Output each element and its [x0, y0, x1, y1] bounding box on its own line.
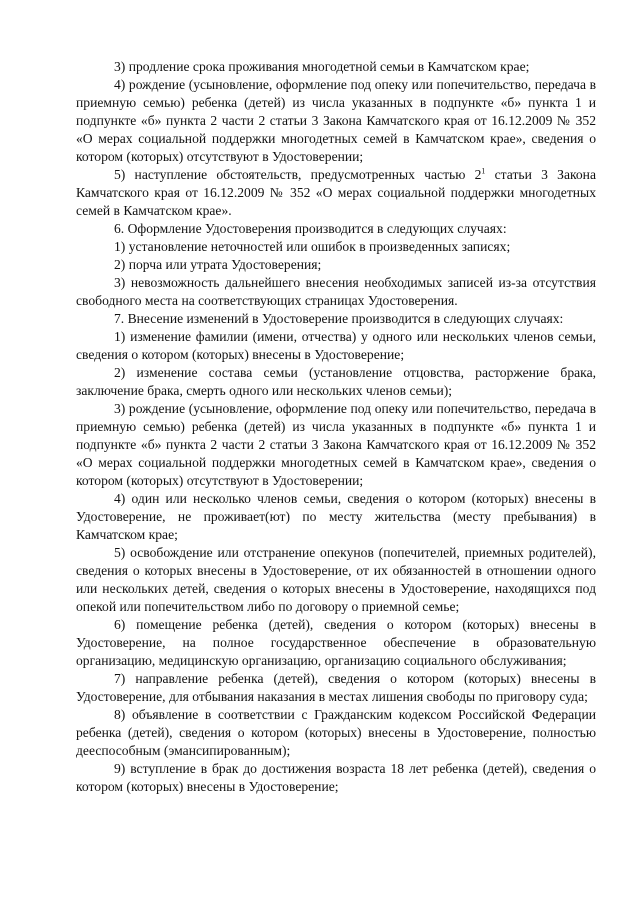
section-7-item-2: 2) изменение состава семьи (установление отцовства, расторжение брака, заключение брака, смерть одного или нескольких членов семьи); [76, 365, 596, 398]
section-6-heading: 6. Оформление Удостоверения производится в следующих случаях: [114, 221, 507, 236]
section-6-item-1: 1) установление неточностей или ошибок в произведенных записях; [114, 239, 511, 254]
document-page [76, 58, 596, 796]
section-7-item-6: 6) помещение ребенка (детей), сведения о котором (которых) внесены в Удостоверение, на полное государственное обеспечение в образовательную организацию, медицинскую организацию, организацию социального обслуживания; [76, 617, 596, 668]
paragraph-5-circumstances [76, 166, 596, 220]
section-6-item-3: 3) невозможность дальнейшего внесения необходимых записей из-за отсутствия свободного места на соответствующих страницах Удостоверения. [76, 275, 596, 308]
paragraph-5-text-start: 5) наступление обстоятельств, предусмотренных частью 2 [114, 167, 482, 182]
section-7-item-9: 9) вступление в брак до достижения возраста 18 лет ребенка (детей), сведения о котором (которых) внесены в Удостоверение; [76, 761, 596, 794]
section-7-item-1: 1) изменение фамилии (имени, отчества) у одного или нескольких членов семьи, сведения о котором (которых) внесены в Удостоверение; [76, 329, 596, 362]
paragraph-4-birth: 4) рождение (усыновление, оформление под опеку или попечительство, передача в приемную семью) ребенка (детей) из числа указанных в подпункте «б» пункта 1 и подпункте «б» пункта 2 части 2 статьи 3 Закона Камчатского края от 16.12.2009 № 352 «О мерах социальной поддержки многодетных семей в Камчатском крае», сведения о котором (которых) отсутствуют в Удостоверении; [76, 77, 596, 164]
section-7-item-3: 3) рождение (усыновление, оформление под опеку или попечительство, передача в приемную семью) ребенка (детей) из числа указанных в подпункте «б» пункта 1 и подпункте «б» пункта 2 части 2 статьи 3 Закона Камчатского края от 16.12.2009 № 352 «О мерах социальной поддержки многодетных семей в Камчатском крае», сведения о котором (которых) отсутствуют в Удостоверении; [76, 401, 596, 488]
section-7-heading: 7. Внесение изменений в Удостоверение производится в следующих случаях: [114, 311, 564, 326]
section-6-item-2: 2) порча или утрата Удостоверения; [114, 257, 322, 272]
section-7-item-4: 4) один или несколько членов семьи, сведения о котором (которых) внесены в Удостоверение, не проживает(ют) по месту жительства (месту пребывания) в Камчатском крае; [76, 491, 596, 542]
section-7-item-8: 8) объявление в соответствии с Гражданским кодексом Российской Федерации ребенка (детей), сведения о котором (которых) внесены в Удостоверение, полностью дееспособным (эмансипированным); [76, 707, 596, 758]
section-7-item-5: 5) освобождение или отстранение опекунов (попечителей, приемных родителей), сведения о которых внесены в Удостоверение, от их обязанностей в отношении одного или нескольких детей, сведения о которых внесены в Удостоверение, находящихся под опекой или попечительством либо по договору о приемной семье; [76, 545, 596, 614]
paragraph-5-superscript: 1 [481, 166, 486, 176]
paragraph-5-text-end: статьи 3 Закона Камчатского края от 16.12.2009 № 352 «О мерах социальной поддержки многодетных семей в Камчатском крае». [76, 167, 596, 218]
paragraph-3-extension: 3) продление срока проживания многодетной семьи в Камчатском крае; [114, 59, 530, 74]
section-7-item-7: 7) направление ребенка (детей), сведения о котором (которых) внесены в Удостоверение, для отбывания наказания в местах лишения свободы по приговору суда; [76, 671, 596, 704]
